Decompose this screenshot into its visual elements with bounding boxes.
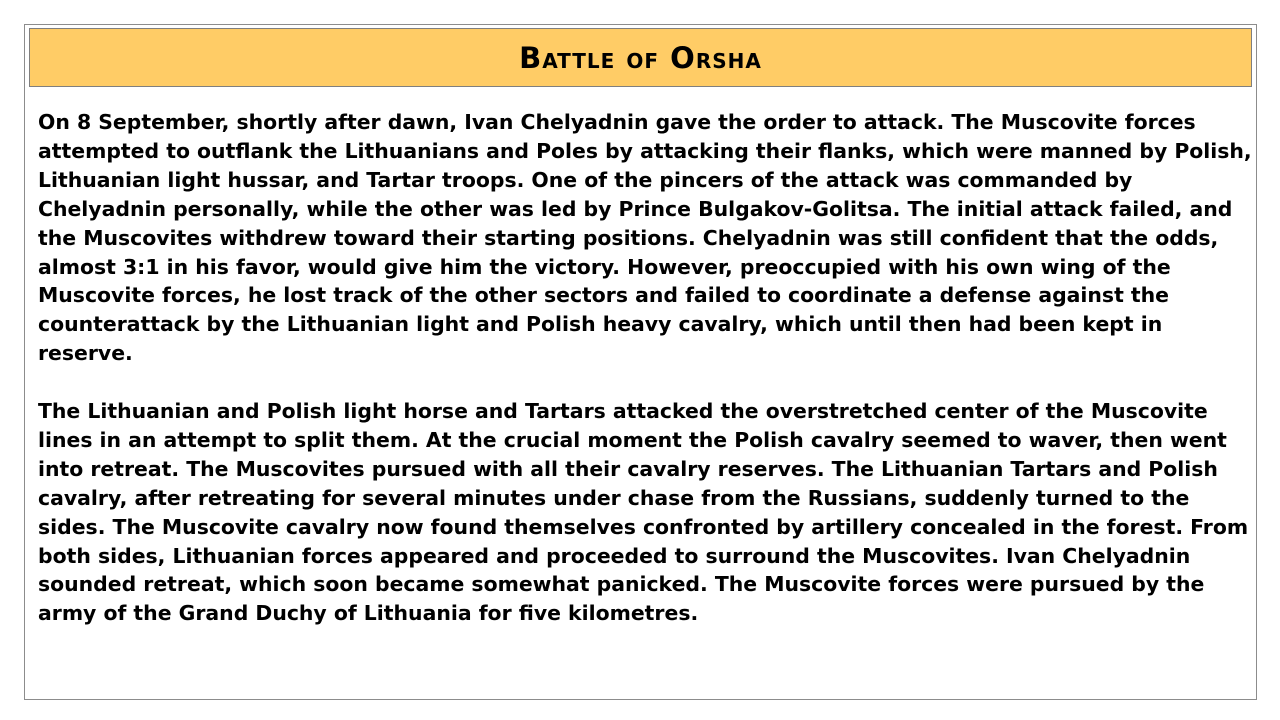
slide-frame	[24, 24, 1257, 700]
slide-title: Battle of Orsha	[519, 40, 762, 75]
slide-body	[38, 108, 1253, 628]
title-bar	[29, 28, 1252, 87]
paragraph-1: On 8 September, shortly after dawn, Ivan Chelyadnin gave the order to attack. The Muscovite forces attempted to outflank the Lithuanians and Poles by attacking their flanks, which were manned by Polish, Lithuanian light hussar, and Tartar troops. One of the pincers of the attack was commanded by Chelyadnin personally, while the other was led by Prince Bulgakov-Golitsa. The initial attack failed, and the Muscovites withdrew toward their starting positions. Chelyadnin was still confident that the odds, almost 3:1 in his favor, would give him the victory. However, preoccupied with his own wing of the Muscovite forces, he lost track of the other sectors and failed to coordinate a defense against the counterattack by the Lithuanian light and Polish heavy cavalry, which until then had been kept in reserve.	[38, 110, 1252, 366]
paragraph-2: The Lithuanian and Polish light horse and Tartars attacked the overstretched center of the Muscovite lines in an attempt to split them. At the crucial moment the Polish cavalry seemed to waver, then went into retreat. The Muscovites pursued with all their cavalry reserves. The Lithuanian Tartars and Polish cavalry, after retreating for several minutes under chase from the Russians, suddenly turned to the sides. The Muscovite cavalry now found themselves confronted by artillery concealed in the forest. From both sides, Lithuanian forces appeared and proceeded to surround the Muscovites. Ivan Chelyadnin sounded retreat, which soon became somewhat panicked. The Muscovite forces were pursued by the army of the Grand Duchy of Lithuania for five kilometres.	[38, 399, 1249, 626]
